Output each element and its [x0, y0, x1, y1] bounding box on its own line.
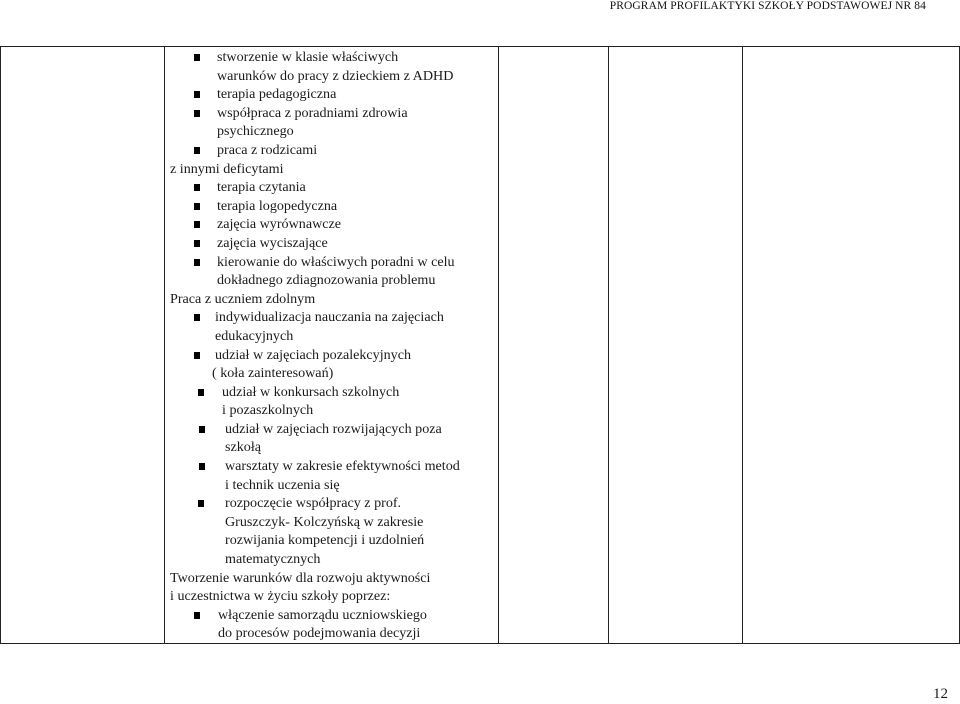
activities-cell — [170, 48, 500, 643]
text-line — [170, 624, 500, 643]
line-text: terapia pedagogiczna — [217, 86, 337, 103]
line-text: stworzenie w klasie właściwych — [217, 49, 399, 65]
bullet-list-item — [170, 253, 500, 272]
text-line — [170, 476, 500, 495]
text-line — [170, 569, 500, 588]
bullet-list-item — [170, 178, 500, 197]
bullet-list-item — [170, 85, 500, 104]
square-bullet-icon — [194, 110, 200, 117]
line-text: Gruszczyk- Kolczyńską w zakresie — [225, 513, 424, 530]
line-text: kierowanie do właściwych poradni w celu — [217, 253, 455, 270]
text-line — [170, 160, 500, 179]
square-bullet-icon — [194, 147, 200, 154]
square-bullet-icon — [194, 352, 200, 359]
page-number: 12 — [933, 686, 948, 702]
line-text: warunków do pracy z dzieckiem z ADHD — [217, 67, 454, 84]
line-text: terapia logopedyczna — [217, 197, 338, 214]
bullet-list-item — [170, 457, 500, 476]
text-line — [170, 271, 500, 290]
line-text: terapia czytania — [217, 179, 306, 196]
column-divider — [742, 46, 743, 644]
text-line — [170, 550, 500, 569]
column-divider — [164, 46, 165, 644]
bullet-list-item — [170, 494, 500, 513]
text-line — [170, 122, 500, 141]
bullet-list-item — [170, 308, 500, 327]
line-text: udział w zajęciach pozalekcyjnych — [215, 346, 412, 363]
square-bullet-icon — [199, 463, 205, 470]
page-header: PROGRAM PROFILAKTYKI SZKOŁY PODSTAWOWEJ NR 84 — [609, 0, 926, 12]
square-bullet-icon — [199, 426, 205, 433]
square-bullet-icon — [194, 259, 200, 266]
text-line — [170, 531, 500, 550]
line-text: dokładnego zdiagnozowania problemu — [217, 272, 436, 289]
line-text: udział w konkursach szkolnych — [222, 383, 400, 400]
line-text: Praca z uczniem zdolnym — [170, 290, 316, 307]
bullet-list-item — [170, 104, 500, 123]
square-bullet-icon — [194, 221, 200, 228]
text-line — [170, 290, 500, 309]
line-text: matematycznych — [225, 551, 321, 568]
text-line — [170, 67, 500, 86]
text-line — [170, 587, 500, 606]
text-line — [170, 438, 500, 457]
line-text: i technik uczenia się — [225, 476, 340, 493]
bullet-list-item — [170, 215, 500, 234]
bullet-list-item — [170, 234, 500, 253]
line-text: włączenie samorządu uczniowskiego — [218, 606, 427, 623]
line-text: współpraca z poradniami zdrowia — [217, 104, 408, 121]
line-text: do procesów podejmowania decyzji — [218, 625, 421, 642]
square-bullet-icon — [198, 500, 204, 507]
bullet-list-item — [170, 346, 500, 365]
line-text: warsztaty w zakresie efektywności metod — [225, 458, 460, 475]
bullet-list-item — [170, 48, 500, 67]
line-text: i pozaszkolnych — [222, 402, 314, 419]
square-bullet-icon — [194, 240, 200, 247]
square-bullet-icon — [194, 203, 200, 210]
table-top-border — [0, 46, 960, 47]
line-text: ( koła zainteresowań) — [212, 365, 334, 382]
square-bullet-icon — [194, 612, 200, 619]
bullet-list-item — [170, 141, 500, 160]
text-line — [170, 513, 500, 532]
text-line — [170, 364, 500, 383]
line-text: praca z rodzicami — [217, 141, 318, 158]
line-text: Tworzenie warunków dla rozwoju aktywności — [170, 569, 431, 586]
line-text: indywidualizacja nauczania na zajęciach — [215, 309, 444, 326]
column-divider — [608, 46, 609, 644]
bullet-list-item — [170, 606, 500, 625]
square-bullet-icon — [194, 184, 200, 191]
text-line — [170, 401, 500, 420]
column-divider — [0, 46, 1, 644]
line-text: szkołą — [225, 439, 262, 456]
line-text: edukacyjnych — [215, 327, 294, 344]
text-line — [170, 327, 500, 346]
square-bullet-icon — [194, 54, 200, 61]
line-text: udział w zajęciach rozwijających poza — [225, 420, 442, 437]
square-bullet-icon — [198, 389, 204, 396]
line-text: z innymi deficytami — [170, 160, 284, 177]
bullet-list-item — [170, 420, 500, 439]
square-bullet-icon — [194, 91, 200, 98]
line-text: psychicznego — [217, 123, 294, 140]
square-bullet-icon — [194, 314, 200, 321]
line-text: zajęcia wyrównawcze — [217, 216, 342, 233]
bullet-list-item — [170, 197, 500, 216]
line-text: rozwijania kompetencji i uzdolnień — [225, 532, 425, 549]
line-text: zajęcia wyciszające — [217, 234, 328, 251]
table-bottom-border — [0, 643, 960, 644]
bullet-list-item — [170, 383, 500, 402]
line-text: i uczestnictwa w życiu szkoły poprzez: — [170, 588, 391, 605]
line-text: rozpoczęcie współpracy z prof. — [225, 495, 402, 512]
